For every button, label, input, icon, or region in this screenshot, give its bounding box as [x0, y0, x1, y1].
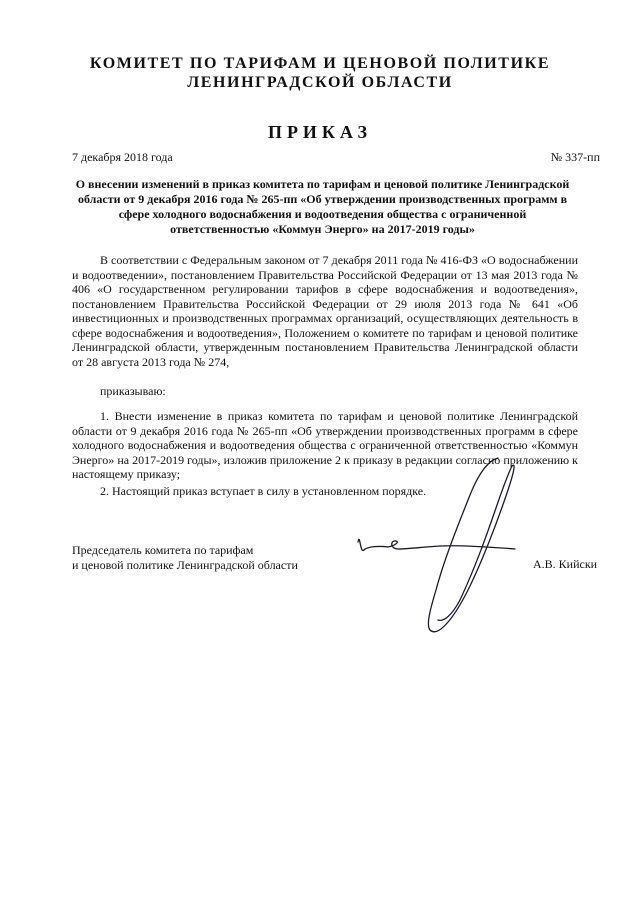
signatory-position-line-2: и ценовой политике Ленинградской области	[72, 558, 298, 572]
issuer-line-2: ЛЕНИНГРАДСКОЙ ОБЛАСТИ	[187, 74, 453, 91]
signatory-position	[72, 543, 298, 573]
handwritten-signature	[340, 450, 570, 650]
order-word: приказываю:	[100, 384, 166, 398]
preamble-paragraph: В соответствии с Федеральным законом от 7 декабря 2011 года № 416-ФЗ «О водоснабжении и водоотведении», постановлением Правительства Российской Федерации от 13 мая 2013 года № 406 «О государственном регулировании тарифов в сфере водоснабжения и водоотведения», постановлением Правительства Российской Федерации от 29 июля 2013 года № 641 «Об инвестиционных и производственных программах организаций, осуществляющих деятельность в сфере водоснабжения и водоотведения», Положением о комитете по тарифам и ценовой политике Ленинградской области, утвержденным постановлением Правительства Ленинградской области от 28 августа 2013 года № 274,	[72, 253, 578, 369]
order-item-1: 1. Внести изменение в приказ комитета по тарифам и ценовой политике Ленинградской области от 9 декабря 2016 года № 265-пп «Об утверждении производственных программ в сфере холодного водоснабжения и водоотведения общества с ограниченной ответственностью «Коммун Энерго» на 2017-2019 годы», изложив приложение 2 к приказу в редакции согласно приложению к настоящему приказу;	[72, 409, 578, 481]
issuer-header	[60, 54, 580, 92]
document-date: 7 декабря 2018 года	[72, 150, 173, 164]
document-type-title: ПРИКАЗ	[267, 122, 373, 142]
document-subject: О внесении изменений в приказ комитета по тарифам и ценовой политике Ленинградской области от 9 декабря 2016 года № 265-пп «Об утверждении производственных программ в сфере холодного водоснабжения и водоотведения общества с ограниченной ответственностью «Коммун Энерго» на 2017-2019 годы»	[75, 177, 570, 236]
signatory-name: А.В. Кийски	[533, 557, 598, 571]
signatory-position-line-1: Председатель комитета по тарифам	[72, 543, 254, 557]
document-number: № 337-пп	[550, 150, 600, 164]
issuer-line-1: КОМИТЕТ ПО ТАРИФАМ И ЦЕНОВОЙ ПОЛИТИКЕ	[89, 55, 551, 72]
order-item-2: 2. Настоящий приказ вступает в силу в установленном порядке.	[100, 484, 427, 498]
